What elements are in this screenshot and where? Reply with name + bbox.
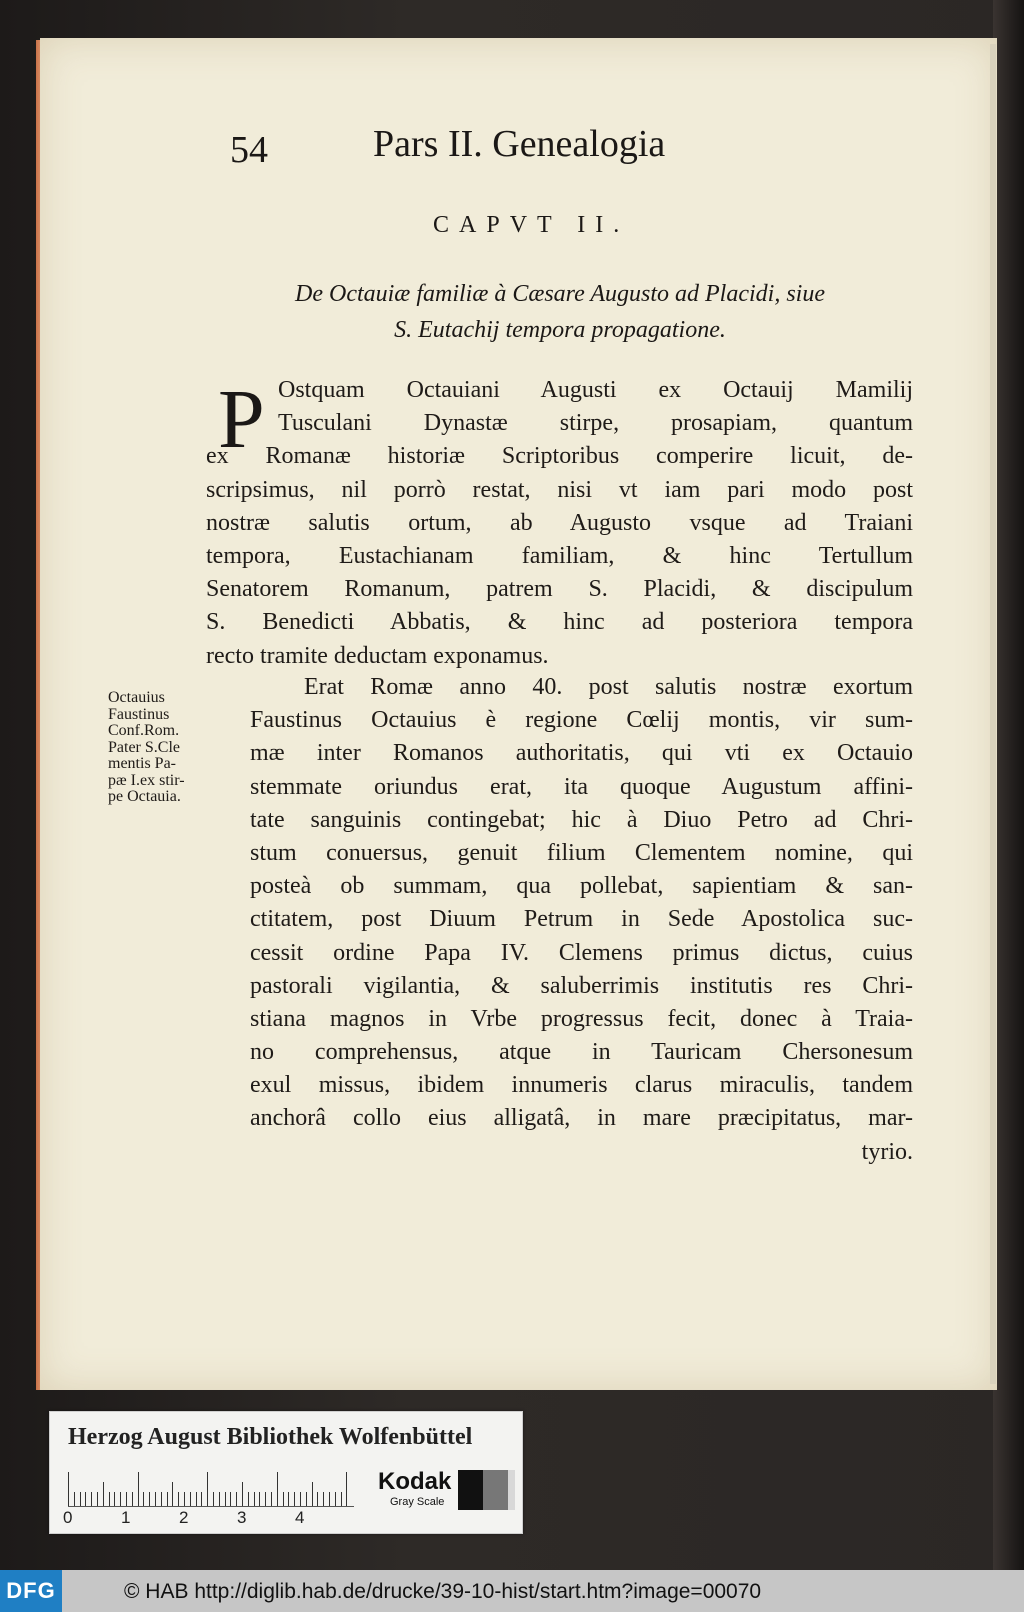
text-line: anchorâ collo eius alligatâ, in mare præcipitatus, mar- [250, 1105, 913, 1132]
text-line: Tusculani Dynastæ stirpe, prosapiam, quantum [278, 410, 913, 437]
ruler-tick [184, 1492, 185, 1506]
ruler-tick [300, 1492, 301, 1506]
ruler-tick [68, 1472, 69, 1506]
ruler-tick [149, 1492, 150, 1506]
ruler-tick [346, 1472, 347, 1506]
ruler-tick [219, 1492, 220, 1506]
page-header [0, 118, 957, 178]
ruler-label: 1 [121, 1508, 131, 1527]
ruler-tick [201, 1492, 202, 1506]
ruler-tick [132, 1492, 133, 1506]
catchword: tyrio. [861, 1138, 913, 1165]
text-line: mæ inter Romanos authoritatis, qui vti ex Octauio [250, 740, 913, 767]
book-spine-edge [993, 0, 1024, 1570]
paragraph-2 [250, 671, 913, 1169]
ruler-label: 4 [295, 1508, 305, 1527]
ruler-tick [126, 1492, 127, 1506]
ruler-tick [242, 1482, 243, 1506]
text-line: cessit ordine Papa IV. Clemens primus dictus, cuius [250, 939, 913, 966]
ruler-tick [155, 1492, 156, 1506]
ruler-tick [283, 1492, 284, 1506]
ruler-tick [120, 1492, 121, 1506]
page-number: 54 [230, 129, 268, 171]
ruler-tick [161, 1492, 162, 1506]
margin-note-line: mentis Pa- [108, 755, 176, 772]
ruler-tick [103, 1482, 104, 1506]
library-color-card [49, 1411, 523, 1534]
text-line: exul missus, ibidem innumeris clarus miraculis, tandem [250, 1072, 913, 1099]
ruler-tick [109, 1492, 110, 1506]
ruler-tick [167, 1492, 168, 1506]
gray-swatch-light [508, 1470, 515, 1510]
ruler-tick [259, 1492, 260, 1506]
text-line: no comprehensus, atque in Tauricam Chersonesum [250, 1039, 913, 1066]
dfg-logo[interactable]: DFG [0, 1570, 62, 1612]
copyright-url[interactable]: © HAB http://diglib.hab.de/drucke/39-10-hist/start.htm?image=00070 [124, 1580, 762, 1603]
chapter-subtitle [200, 276, 920, 348]
ruler-tick [138, 1472, 139, 1506]
ruler-tick [114, 1492, 115, 1506]
paragraph-1 [206, 374, 913, 673]
margin-note-line: Faustinus [108, 705, 170, 723]
ruler-label: 3 [237, 1508, 247, 1527]
library-name: Herzog August Bibliothek Wolfenbüttel [68, 1424, 473, 1450]
scale-ruler [68, 1470, 354, 1507]
footer-bar [0, 1570, 1024, 1612]
text-line: posteà ob summam, qua pollebat, sapientiam & san- [250, 873, 913, 900]
text-line: stiana magnos in Vrbe progressus fecit, donec à Traia- [250, 1005, 913, 1032]
running-head: Pars II. Genealogia [373, 123, 666, 165]
margin-note-line: Pater S.Cle [108, 738, 180, 756]
ruler-tick [74, 1492, 75, 1506]
ruler-tick [254, 1492, 255, 1506]
ruler-tick [323, 1492, 324, 1506]
ruler-tick [271, 1492, 272, 1506]
ruler-label: 0 [63, 1508, 73, 1527]
ruler-tick [306, 1492, 307, 1506]
drop-cap: P [218, 373, 265, 466]
text-line: ex Romanæ historiæ Scriptoribus comperire licuit, de- [206, 443, 913, 470]
ruler-tick [248, 1492, 249, 1506]
ruler-tick [178, 1492, 179, 1506]
chapter-title: CAPVT II. [433, 212, 630, 238]
ruler-tick [172, 1482, 173, 1506]
margin-note-line: Octauius [108, 689, 165, 706]
text-line: stemmate oriundus erat, ita quoque Augustum affini- [250, 773, 913, 800]
ruler-tick [277, 1472, 278, 1506]
text-line: Senatorem Romanum, patrem S. Placidi, & discipulum [206, 576, 913, 603]
margin-note [108, 690, 248, 806]
ruler-tick [80, 1492, 81, 1506]
ruler-tick [236, 1492, 237, 1506]
text-line: stum conuersus, genuit filium Clementem nomine, qui [250, 839, 913, 866]
ruler-tick [335, 1492, 336, 1506]
ruler-label: 2 [179, 1508, 189, 1527]
grayscale-label: Gray Scale [390, 1496, 445, 1508]
ruler-tick [190, 1492, 191, 1506]
ruler-tick [213, 1492, 214, 1506]
text-line: recto tramite deductam exponamus. [206, 642, 549, 669]
text-line: Ostquam Octauiani Augusti ex Octauij Mamilij [278, 377, 913, 403]
ruler-tick [207, 1472, 208, 1506]
ruler-tick [317, 1492, 318, 1506]
subtitle-line: S. Eutachij tempora propagatione. [394, 317, 726, 343]
text-line: Erat Romæ anno 40. post salutis nostræ exortum [304, 674, 913, 700]
ruler-tick [341, 1492, 342, 1506]
text-line: tate sanguinis contingebat; hic à Diuo Petro ad Chri- [250, 806, 913, 833]
text-line: scripsimus, nil porrò restat, nisi vt iam pari modo post [206, 476, 913, 503]
ruler-tick [265, 1492, 266, 1506]
ruler-tick [97, 1492, 98, 1506]
ruler-tick [143, 1492, 144, 1506]
text-line: pastorali vigilantia, & saluberrimis institutis res Chri- [250, 972, 913, 999]
ruler-tick [230, 1492, 231, 1506]
text-line: tempora, Eustachianam familiam, & hinc Tertullum [206, 542, 913, 569]
margin-note-line: pe Octauia. [108, 788, 181, 805]
ruler-tick [225, 1492, 226, 1506]
subtitle-line: De Octauiæ familiæ à Cæsare Augusto ad Placidi, siue [295, 281, 825, 307]
text-line: ctitatem, post Diuum Petrum in Sede Apostolica suc- [250, 906, 913, 933]
ruler-tick [196, 1492, 197, 1506]
ruler-tick [312, 1482, 313, 1506]
margin-note-line: pæ I.ex stir- [108, 771, 185, 789]
ruler-tick [329, 1492, 330, 1506]
text-line: Faustinus Octauius è regione Cœlij montis, vir sum- [250, 707, 913, 734]
ruler-tick [294, 1492, 295, 1506]
kodak-label: Kodak [378, 1468, 452, 1495]
margin-note-line: Conf.Rom. [108, 722, 180, 739]
text-line: S. Benedicti Abbatis, & hinc ad posteriora tempora [206, 609, 913, 636]
page-edge-right [990, 44, 996, 1384]
text-line: nostræ salutis ortum, ab Augusto vsque ad Traiani [206, 509, 913, 536]
ruler-tick [91, 1492, 92, 1506]
gray-swatch-dark [458, 1470, 483, 1510]
ruler-tick [85, 1492, 86, 1506]
ruler-tick [288, 1492, 289, 1506]
gray-swatch-mid [483, 1470, 508, 1510]
